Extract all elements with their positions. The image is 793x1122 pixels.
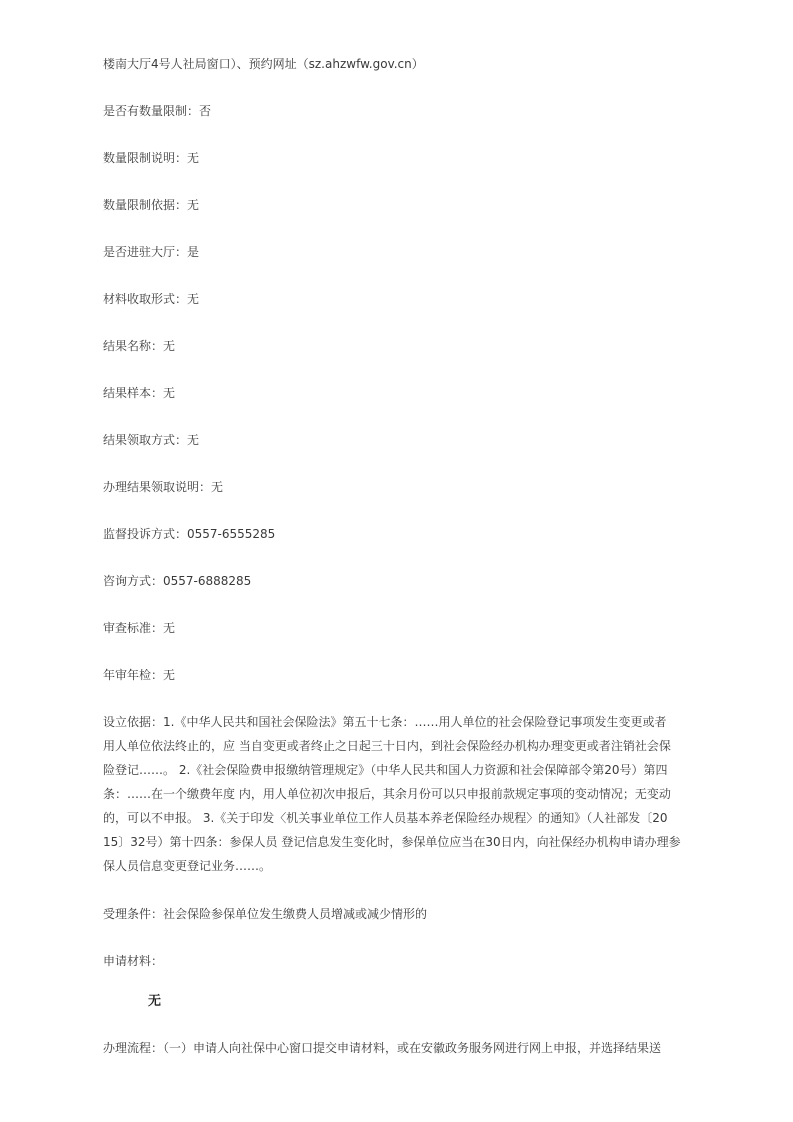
field-result-pickup: 结果领取方式：无 <box>103 433 200 447</box>
field-result-sample: 结果样本：无 <box>103 386 176 400</box>
field-quantity-limit: 是否有数量限制：否 <box>103 104 212 118</box>
field-consult-contact: 咨询方式：0557-6888285 <box>103 574 252 588</box>
basis-line: 设立依据：1.《中华人民共和国社会保险法》第五十七条：……用人单位的社会保险登记事项发生变更或者 <box>103 715 667 729</box>
field-material-form: 材料收取形式：无 <box>103 292 200 306</box>
field-in-hall: 是否进驻大厅：是 <box>103 245 200 259</box>
materials-label: 申请材料： <box>103 954 164 968</box>
basis-line: 险登记……。 2.《社会保险费申报缴纳管理规定》（中华人民共和国人力资源和社会保障部令第20号）第四 <box>103 763 668 777</box>
field-annual-review: 年审年检：无 <box>103 668 176 682</box>
field-quantity-limit-basis: 数量限制依据：无 <box>103 198 200 212</box>
basis-line: 15〕32号）第十四条：参保人员 登记信息发生变化时，参保单位应当在30日内，向社保经办机构申请办理参 <box>103 835 681 849</box>
process-line: 办理流程：（一）申请人向社保中心窗口提交申请材料，或在安徽政务服务网进行网上申报，并选择结果送 <box>103 1041 662 1055</box>
basis-line: 条：……在一个缴费年度 内，用人单位初次申报后，其余月份可以只申报前款规定事项的变动情况；无变动 <box>103 787 671 801</box>
basis-line: 的，可以不申报。 3.《关于印发〈机关事业单位工作人员基本养老保险经办规程〉的通知》（人社部发〔20 <box>103 811 668 825</box>
basis-paragraph <box>103 714 681 882</box>
field-review-standard: 审查标准：无 <box>103 621 176 635</box>
acceptance-condition: 受理条件：社会保险参保单位发生缴费人员增减或减少情形的 <box>103 907 428 921</box>
field-quantity-limit-desc: 数量限制说明：无 <box>103 151 200 165</box>
field-result-name: 结果名称：无 <box>103 339 176 353</box>
basis-line: 用人单位依法终止的，应 当自变更或者终止之日起三十日内，到社会保险经办机构办理变更或者注销社会保 <box>103 739 671 753</box>
field-result-pickup-desc: 办理结果领取说明：无 <box>103 480 224 494</box>
field-complaint-contact: 监督投诉方式：0557-6555285 <box>103 527 276 541</box>
basis-line: 保人员信息变更登记业务……。 <box>103 859 272 873</box>
address-line: 楼南大厅4号人社局窗口）、预约网址（sz.ahzwfw.gov.cn） <box>103 57 424 71</box>
materials-value: 无 <box>148 994 162 1009</box>
